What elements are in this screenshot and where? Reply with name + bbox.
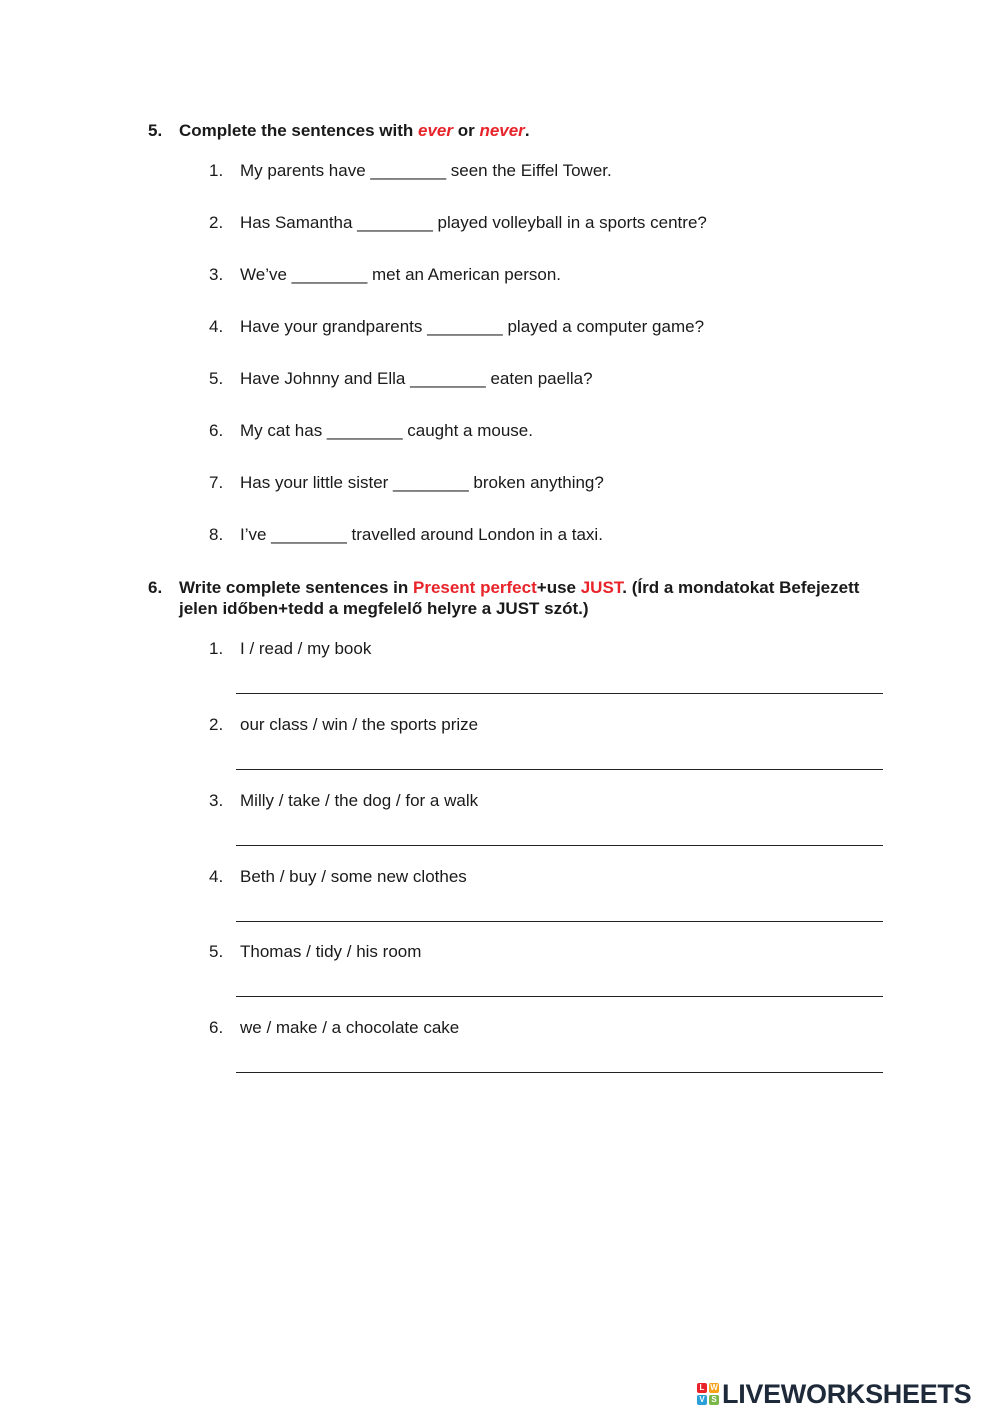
sentence: My cat has ________ caught a mouse. bbox=[240, 421, 533, 440]
heading-text: or bbox=[452, 121, 480, 140]
section-5-number: 5. bbox=[148, 121, 163, 140]
sentence: I’ve ________ travelled around London in a taxi. bbox=[240, 525, 603, 544]
keyword-just: JUST bbox=[580, 578, 623, 597]
heading-text: Write complete sentences in bbox=[179, 578, 413, 597]
heading-text: +use bbox=[536, 578, 581, 597]
item-number: 6. bbox=[209, 421, 224, 440]
keyword-present-perfect: Present perfect bbox=[412, 578, 537, 597]
logo-tile: S bbox=[709, 1395, 719, 1405]
answer-line[interactable] bbox=[236, 996, 883, 997]
section-6-number: 6. bbox=[148, 578, 163, 597]
logo-mark-icon bbox=[697, 1383, 719, 1405]
sentence: Have Johnny and Ella ________ eaten paella? bbox=[240, 369, 593, 388]
heading-text: . (Írd a mondatokat Befejezett jelen időben+tedd a megfelelő helyre a JUST szót.) bbox=[179, 578, 860, 618]
section-5-heading bbox=[179, 120, 899, 141]
keyword-never: never bbox=[479, 121, 525, 140]
sentence: We’ve ________ met an American person. bbox=[240, 265, 561, 284]
logo-text: LIVEWORKSHEETS bbox=[722, 1378, 972, 1409]
item-number: 4. bbox=[209, 317, 224, 336]
sentence-prompt: we / make / a chocolate cake bbox=[240, 1018, 460, 1037]
answer-line[interactable] bbox=[236, 1072, 883, 1073]
prompt-number: 5. bbox=[209, 942, 224, 961]
keyword-ever: ever bbox=[418, 121, 453, 140]
prompt-number: 2. bbox=[209, 715, 224, 734]
prompt-number: 3. bbox=[209, 791, 224, 810]
logo-tile: W bbox=[710, 1383, 718, 1392]
sentence-prompt: Thomas / tidy / his room bbox=[240, 942, 422, 961]
sentence: Have your grandparents ________ played a computer game? bbox=[240, 317, 705, 336]
item-number: 8. bbox=[209, 525, 224, 544]
heading-text: . bbox=[524, 121, 530, 140]
answer-line[interactable] bbox=[236, 769, 883, 770]
sentence-prompt: Milly / take / the dog / for a walk bbox=[240, 791, 479, 810]
sentence-prompt: Beth / buy / some new clothes bbox=[240, 867, 467, 886]
section-6-heading bbox=[179, 577, 899, 619]
prompt-number: 4. bbox=[209, 867, 224, 886]
item-number: 7. bbox=[209, 473, 224, 492]
liveworksheets-logo bbox=[697, 1379, 971, 1409]
heading-text: Complete the sentences with bbox=[179, 121, 418, 140]
logo-tile: L bbox=[697, 1383, 707, 1393]
sentence: Has Samantha ________ played volleyball in a sports centre? bbox=[240, 213, 707, 232]
sentence: Has your little sister ________ broken anything? bbox=[240, 473, 604, 492]
item-number: 2. bbox=[209, 213, 224, 232]
item-number: 1. bbox=[209, 161, 224, 180]
answer-line[interactable] bbox=[236, 693, 883, 694]
item-number: 3. bbox=[209, 265, 224, 284]
logo-tile: V bbox=[697, 1395, 707, 1405]
answer-line[interactable] bbox=[236, 921, 883, 922]
answer-line[interactable] bbox=[236, 845, 883, 846]
prompt-number: 6. bbox=[209, 1018, 224, 1037]
sentence-prompt: our class / win / the sports prize bbox=[240, 715, 479, 734]
prompt-number: 1. bbox=[209, 639, 224, 658]
sentence: My parents have ________ seen the Eiffel Tower. bbox=[240, 161, 612, 180]
item-number: 5. bbox=[209, 369, 224, 388]
sentence-prompt: I / read / my book bbox=[240, 639, 372, 658]
